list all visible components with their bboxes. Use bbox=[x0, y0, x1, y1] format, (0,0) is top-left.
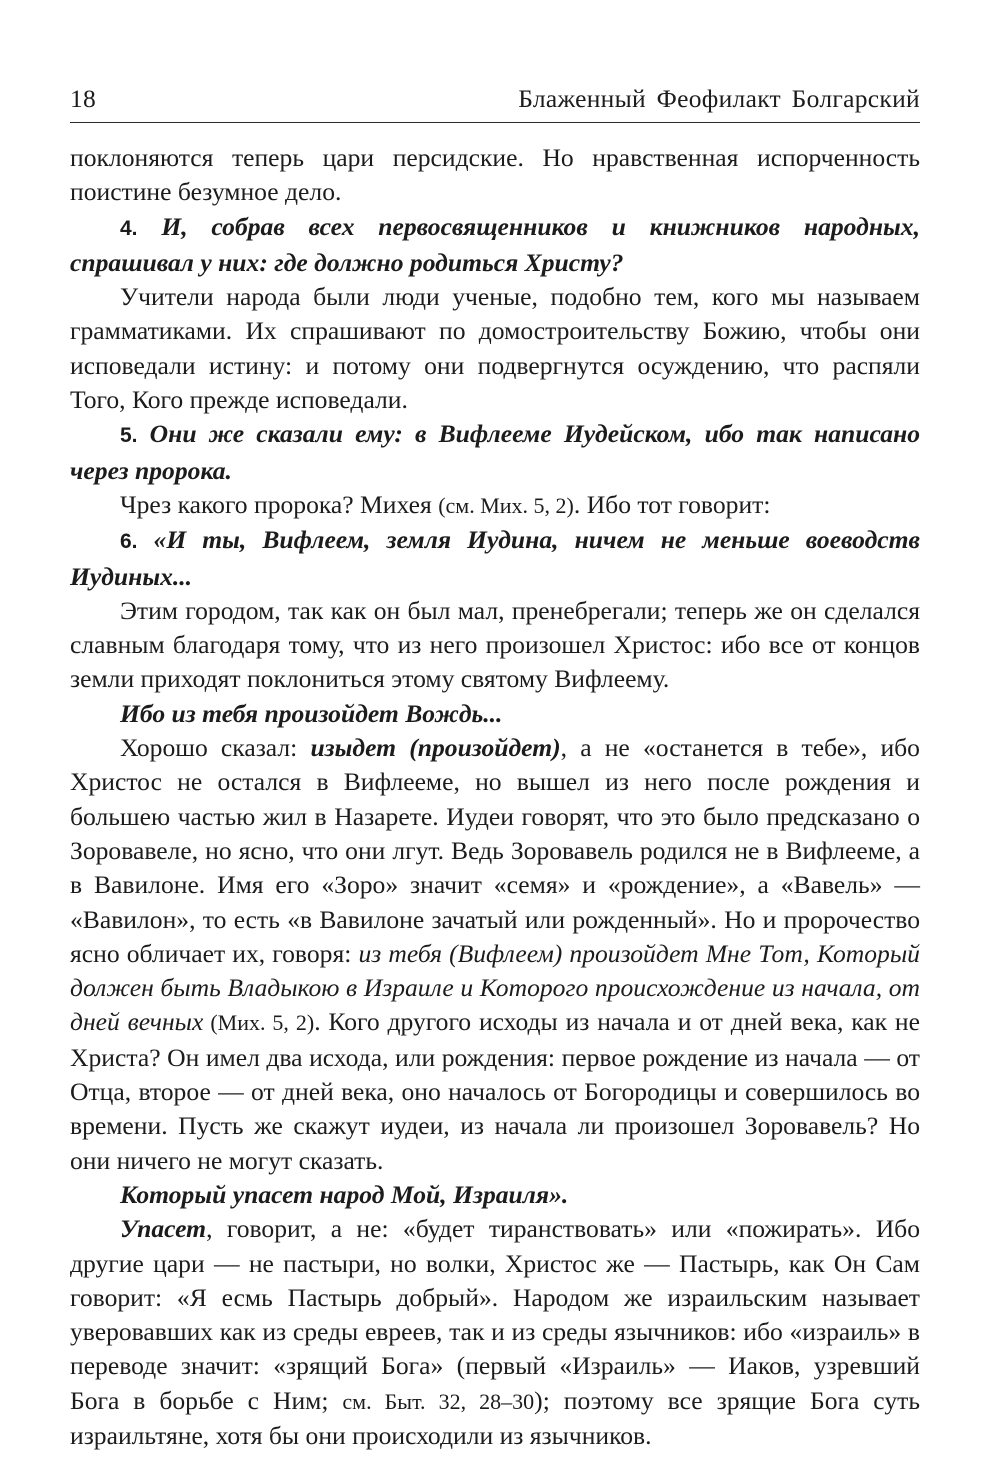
verse-5 bbox=[70, 417, 920, 488]
verse-4 bbox=[70, 210, 920, 281]
scripture-reference: (Мих. 5, 2) bbox=[203, 1010, 315, 1036]
verse-6 bbox=[70, 523, 920, 594]
commentary-paragraph: Учители народа были люди ученые, подобно тем, кого мы называем грамматиками. Их спрашивают по домостроительству Божию, чтобы они исповедали истину: и потому они подвергнутся осуждению, что распяли Того, Кого прежде исповедали. bbox=[70, 282, 920, 415]
verse-number: 4. bbox=[120, 216, 138, 240]
verse-quote: Который упасет народ Мой, Израиля». bbox=[120, 1179, 569, 1209]
verse-text: «И ты, Вифлеем, земля Иудина, ничем не меньше воеводств Иудиных... bbox=[70, 525, 920, 591]
emphasis: изыдет (произойдет) bbox=[310, 733, 561, 763]
running-title: Блаженный Феофилакт Болгарский bbox=[518, 84, 920, 113]
verse-number: 6. bbox=[120, 530, 138, 554]
commentary-paragraph: Этим городом, так как он был мал, пренебрегали; теперь же он сделался славным благодаря тому, что из него произошел Христос: ибо все от концов земли приходят поклониться этому святому Вифлеему. bbox=[70, 595, 920, 694]
page-header bbox=[70, 82, 920, 123]
paragraph-continued: поклоняются теперь цари персидские. Но нравственная испорченность поистине безумное дело. bbox=[70, 143, 920, 207]
scripture-quote: из тебя (Вифлеем) произойдет Мне Тот, Который должен быть Владыкою в Израиле и Которого происхождение из начала, от дней вечных bbox=[70, 938, 920, 1037]
verse-text: И, собрав всех первосвященников и книжников народных, спрашивал у них: где должно родиться Христу? bbox=[70, 211, 920, 277]
verse-number: 5. bbox=[120, 424, 138, 448]
commentary-paragraph: Хорошо сказал: изыдет (произойдет), а не «останется в тебе», ибо Христос не остался в Вифлееме, но вышел из него после рождения и большею частью жил в Назарете. Иудеи говорят, что это было предсказано о Зоровавеле, но ясно, что они лгут. Ведь Зоровавель родился не в Вифлееме, а в Вавилоне. Имя его «Зоро» значит «семя» и «рождение», а «Вавель» — «Вавилон», то есть «в Вавилоне зачатый или рожденный». Но и пророчество ясно обличает их, говоря: из тебя (Вифлеем) произойдет Мне Тот, Который должен быть Владыкою в Израиле и Которого происхождение из начала, от дней вечных (Мих. 5, 2). Кого другого исходы из начала и от дней века, как не Христа? Он имел два исхода, или рождения: первое рождение из начала — от Отца, второе — от дней века, оно началось от Богородицы и совершилось во времени. Пусть же скажут иудеи, из начала ли произошел Зоровавель? Но они ничего не могут сказать. bbox=[70, 733, 920, 1175]
verse-text: Они же сказали ему: в Вифлееме Иудейском, ибо так написано через пророка. bbox=[70, 419, 920, 485]
scripture-reference: (см. Мих. 5, 2) bbox=[438, 492, 574, 518]
scripture-reference: см. Быт. 32, 28–30 bbox=[342, 1388, 535, 1414]
page-number: 18 bbox=[70, 84, 97, 113]
commentary-paragraph: Упасет, говорит, а не: «будет тиранствовать» или «пожирать». Ибо другие цари — не пастыри, но волки, Христос же — Пастырь, как Он Сам говорит: «Я есмь Пастырь добрый». Народом же израильским называет уверовавших как из среды евреев, так и из среды язычников: ибо «израиль» в переводе значит: «зрящий Бога» (первый «Израиль» — Иаков, узревший Бога в борьбе с Ним; см. Быт. 32, 28–30); поэтому все зрящие Бога суть израильтяне, хотя бы они происходили из язычников. bbox=[70, 1214, 920, 1450]
commentary-paragraph: Чрез какого пророка? Михея (см. Мих. 5, 2). Ибо тот говорит: bbox=[120, 489, 771, 519]
verse-quote: Ибо из тебя произойдет Вождь... bbox=[120, 698, 503, 728]
emphasis: Упасет bbox=[120, 1214, 207, 1244]
page-body bbox=[70, 141, 920, 1453]
